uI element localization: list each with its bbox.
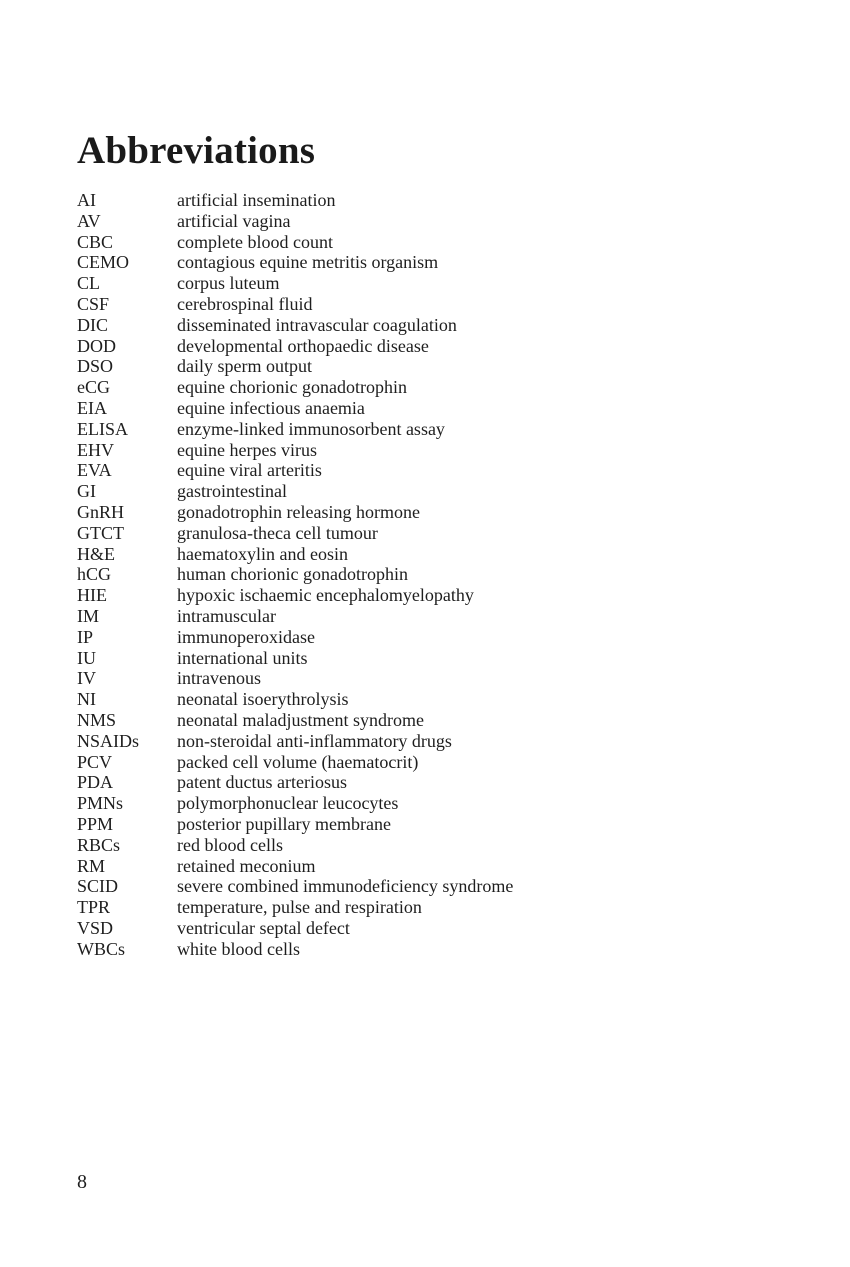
abbreviation-row (77, 897, 777, 918)
abbreviation-definition: contagious equine metritis organism (177, 252, 439, 273)
abbreviation-definition: non-steroidal anti-inflammatory drugs (177, 730, 452, 751)
abbreviation-term: CL (77, 273, 101, 294)
abbreviation-row (77, 939, 777, 960)
abbreviation-row (77, 648, 777, 669)
abbreviation-definition: complete blood count (177, 231, 333, 252)
abbreviation-definition: equine viral arteritis (177, 460, 322, 481)
abbreviation-term: H&E (77, 543, 115, 564)
abbreviation-definition: developmental orthopaedic disease (177, 335, 429, 356)
page-title: Abbreviations (77, 129, 316, 172)
abbreviation-definition: ventricular septal defect (177, 917, 350, 938)
abbreviation-term: EIA (77, 397, 107, 418)
abbreviation-definition: enzyme-linked immunosorbent assay (177, 418, 445, 439)
abbreviation-term: PPM (77, 813, 114, 834)
abbreviation-term: CBC (77, 231, 114, 252)
abbreviation-definition: equine chorionic gonadotrophin (177, 377, 407, 398)
abbreviation-row (77, 523, 777, 544)
abbreviation-definition: immunoperoxidase (177, 626, 315, 647)
abbreviation-term: DOD (77, 335, 116, 356)
abbreviation-row (77, 356, 777, 377)
abbreviation-row (77, 835, 777, 856)
abbreviation-term: SCID (77, 876, 119, 897)
abbreviation-list (77, 190, 777, 959)
abbreviation-definition: posterior pupillary membrane (177, 813, 391, 834)
abbreviation-row (77, 731, 777, 752)
abbreviation-definition: equine herpes virus (177, 439, 317, 460)
abbreviation-row (77, 377, 777, 398)
abbreviation-definition: human chorionic gonadotrophin (177, 564, 408, 585)
abbreviation-term: NSAIDs (77, 730, 140, 751)
abbreviation-term: EVA (77, 460, 112, 481)
abbreviation-term: WBCs (77, 938, 126, 959)
abbreviation-row (77, 315, 777, 336)
abbreviation-row (77, 336, 777, 357)
abbreviation-row (77, 190, 777, 211)
abbreviation-term: TPR (77, 897, 111, 918)
abbreviation-term: ELISA (77, 418, 128, 439)
abbreviation-definition: artificial insemination (177, 190, 336, 210)
abbreviation-row (77, 211, 777, 232)
abbreviation-definition: hypoxic ischaemic encephalomyelopathy (177, 585, 474, 606)
abbreviation-definition: neonatal isoerythrolysis (177, 689, 349, 710)
abbreviation-definition: temperature, pulse and respiration (177, 897, 422, 918)
abbreviation-row (77, 585, 777, 606)
abbreviation-term: GnRH (77, 501, 125, 522)
abbreviation-term: PCV (77, 751, 113, 772)
abbreviation-definition: international units (177, 647, 308, 668)
abbreviation-term: CEMO (77, 252, 130, 273)
abbreviation-row (77, 481, 777, 502)
abbreviation-term: IV (77, 668, 96, 689)
abbreviation-row (77, 398, 777, 419)
abbreviation-term: DSO (77, 356, 114, 377)
abbreviation-row (77, 294, 777, 315)
abbreviation-term: AV (77, 210, 101, 231)
abbreviation-definition: cerebrospinal fluid (177, 293, 313, 314)
abbreviation-row (77, 232, 777, 253)
abbreviation-row (77, 273, 777, 294)
abbreviation-definition: equine infectious anaemia (177, 397, 365, 418)
abbreviation-row (77, 440, 777, 461)
abbreviation-definition: granulosa-theca cell tumour (177, 522, 378, 543)
abbreviation-term: EHV (77, 439, 114, 460)
abbreviation-definition: severe combined immunodeficiency syndrome (177, 876, 514, 897)
abbreviation-definition: intramuscular (177, 605, 276, 626)
abbreviation-definition: patent ductus arteriosus (177, 772, 347, 793)
abbreviation-definition: gonadotrophin releasing hormone (177, 501, 420, 522)
abbreviation-definition: white blood cells (177, 938, 300, 959)
abbreviation-term: hCG (77, 564, 112, 585)
abbreviation-term: RM (77, 855, 106, 876)
abbreviation-row (77, 606, 777, 627)
abbreviation-definition: retained meconium (177, 855, 316, 876)
abbreviation-term: RBCs (77, 834, 121, 855)
abbreviation-definition: artificial vagina (177, 210, 291, 231)
abbreviation-term: IU (77, 647, 96, 668)
abbreviation-row (77, 460, 777, 481)
abbreviation-row (77, 876, 777, 897)
abbreviation-definition: red blood cells (177, 834, 283, 855)
abbreviation-definition: haematoxylin and eosin (177, 543, 348, 564)
abbreviation-row (77, 793, 777, 814)
abbreviation-row (77, 918, 777, 939)
abbreviation-row (77, 252, 777, 273)
abbreviation-row (77, 856, 777, 877)
abbreviation-term: IM (77, 605, 99, 626)
abbreviation-definition: disseminated intravascular coagulation (177, 314, 457, 335)
abbreviation-term: VSD (77, 917, 114, 938)
abbreviation-row (77, 668, 777, 689)
abbreviation-definition: polymorphonuclear leucocytes (177, 793, 399, 814)
abbreviation-term: IP (77, 626, 94, 647)
abbreviation-row (77, 564, 777, 585)
abbreviation-definition: neonatal maladjustment syndrome (177, 709, 424, 730)
abbreviation-term: NI (77, 689, 96, 710)
abbreviation-row (77, 710, 777, 731)
abbreviation-row (77, 544, 777, 565)
abbreviation-row (77, 502, 777, 523)
abbreviation-term: PDA (77, 772, 114, 793)
abbreviation-row (77, 419, 777, 440)
page-number: 8 (77, 1171, 87, 1193)
abbreviation-term: NMS (77, 709, 117, 730)
abbreviation-definition: corpus luteum (177, 273, 280, 294)
abbreviation-definition: intravenous (177, 668, 261, 689)
abbreviation-row (77, 814, 777, 835)
abbreviation-term: eCG (77, 377, 110, 398)
abbreviation-definition: daily sperm output (177, 356, 312, 377)
abbreviation-term: AI (77, 190, 96, 210)
abbreviation-term: CSF (77, 293, 110, 314)
abbreviation-term: PMNs (77, 793, 124, 814)
abbreviation-row (77, 627, 777, 648)
abbreviation-term: DIC (77, 314, 108, 335)
abbreviation-row (77, 772, 777, 793)
abbreviation-definition: packed cell volume (haematocrit) (177, 751, 419, 772)
abbreviation-term: GTCT (77, 522, 124, 543)
abbreviation-row (77, 689, 777, 710)
abbreviation-row (77, 752, 777, 773)
abbreviation-definition: gastrointestinal (177, 481, 287, 502)
abbreviation-term: HIE (77, 585, 107, 606)
abbreviation-term: GI (77, 481, 96, 502)
